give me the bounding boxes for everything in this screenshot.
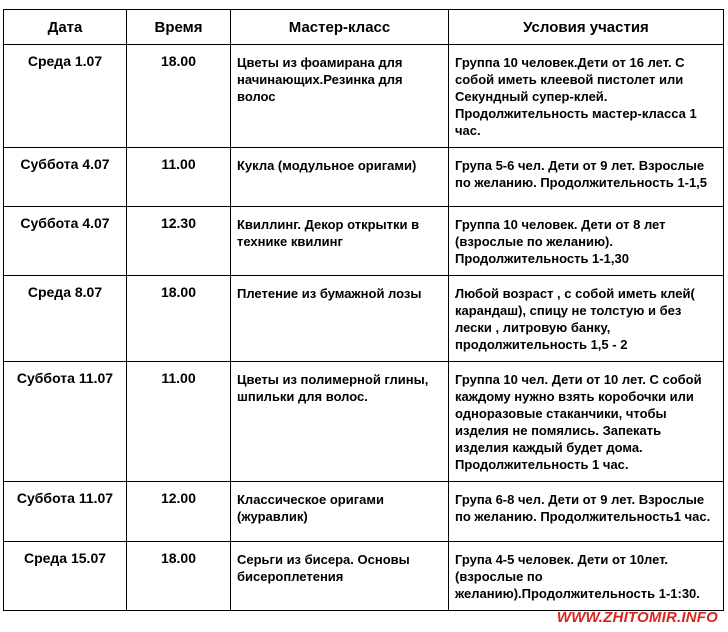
row-time: 18.00 — [127, 45, 231, 148]
row-conditions: Група 5-6 чел. Дети от 9 лет. Взрослые по желанию. Продолжительность 1-1,5 — [449, 148, 724, 207]
row-time: 12.30 — [127, 207, 231, 276]
row-master-class: Квиллинг. Декор открытки в технике квилинг — [231, 207, 449, 276]
table-row — [4, 207, 724, 276]
row-date: Суббота 11.07 — [4, 482, 127, 542]
row-date: Среда 15.07 — [4, 542, 127, 611]
row-master-class: Серьги из бисера. Основы бисероплетения — [231, 542, 449, 611]
header-date: Дата — [4, 10, 127, 45]
row-conditions: Группа 10 человек.Дети от 16 лет. С собой иметь клеевой пистолет или Секундный супер-клей. Продолжительность мастер-класса 1 час. — [449, 45, 724, 148]
table-row — [4, 362, 724, 482]
row-master-class: Классическое оригами (журавлик) — [231, 482, 449, 542]
header-row — [4, 10, 724, 45]
row-master-class: Кукла (модульное оригами) — [231, 148, 449, 207]
row-date: Суббота 11.07 — [4, 362, 127, 482]
row-conditions: Любой возраст , с собой иметь клей( карандаш), спицу не толстую и без лески , литровую банку, продолжительность 1,5 - 2 — [449, 276, 724, 362]
row-conditions: Група 4-5 человек. Дети от 10лет.(взрослые по желанию).Продолжительность 1-1:30. — [449, 542, 724, 611]
table-row — [4, 542, 724, 611]
row-conditions: Группа 10 человек. Дети от 8 лет (взрослые по желанию). Продолжительность 1-1,30 — [449, 207, 724, 276]
row-master-class: Плетение из бумажной лозы — [231, 276, 449, 362]
header-conditions: Условия участия — [449, 10, 724, 45]
row-time: 11.00 — [127, 148, 231, 207]
row-date: Суббота 4.07 — [4, 207, 127, 276]
site-watermark: WWW.ZHITOMIR.INFO — [556, 609, 718, 626]
table-row — [4, 45, 724, 148]
row-time: 18.00 — [127, 542, 231, 611]
schedule-table — [3, 9, 724, 611]
table-row — [4, 482, 724, 542]
row-time: 11.00 — [127, 362, 231, 482]
row-master-class: Цветы из полимерной глины, шпильки для волос. — [231, 362, 449, 482]
row-conditions: Група 6-8 чел. Дети от 9 лет. Взрослые по желанию. Продолжительность1 час. — [449, 482, 724, 542]
row-date: Среда 1.07 — [4, 45, 127, 148]
row-master-class: Цветы из фоамирана для начинающих.Резинка для волос — [231, 45, 449, 148]
row-conditions: Группа 10 чел. Дети от 10 лет. С собой каждому нужно взять коробочки или одноразовые стаканчики, чтобы изделия не помялись. Запекать изделия каждый будет дома. Продолжительность 1 час. — [449, 362, 724, 482]
header-master-class: Мастер-класс — [231, 10, 449, 45]
row-date: Среда 8.07 — [4, 276, 127, 362]
row-time: 18.00 — [127, 276, 231, 362]
row-time: 12.00 — [127, 482, 231, 542]
header-time: Время — [127, 10, 231, 45]
row-date: Суббота 4.07 — [4, 148, 127, 207]
table-row — [4, 148, 724, 207]
table-row — [4, 276, 724, 362]
